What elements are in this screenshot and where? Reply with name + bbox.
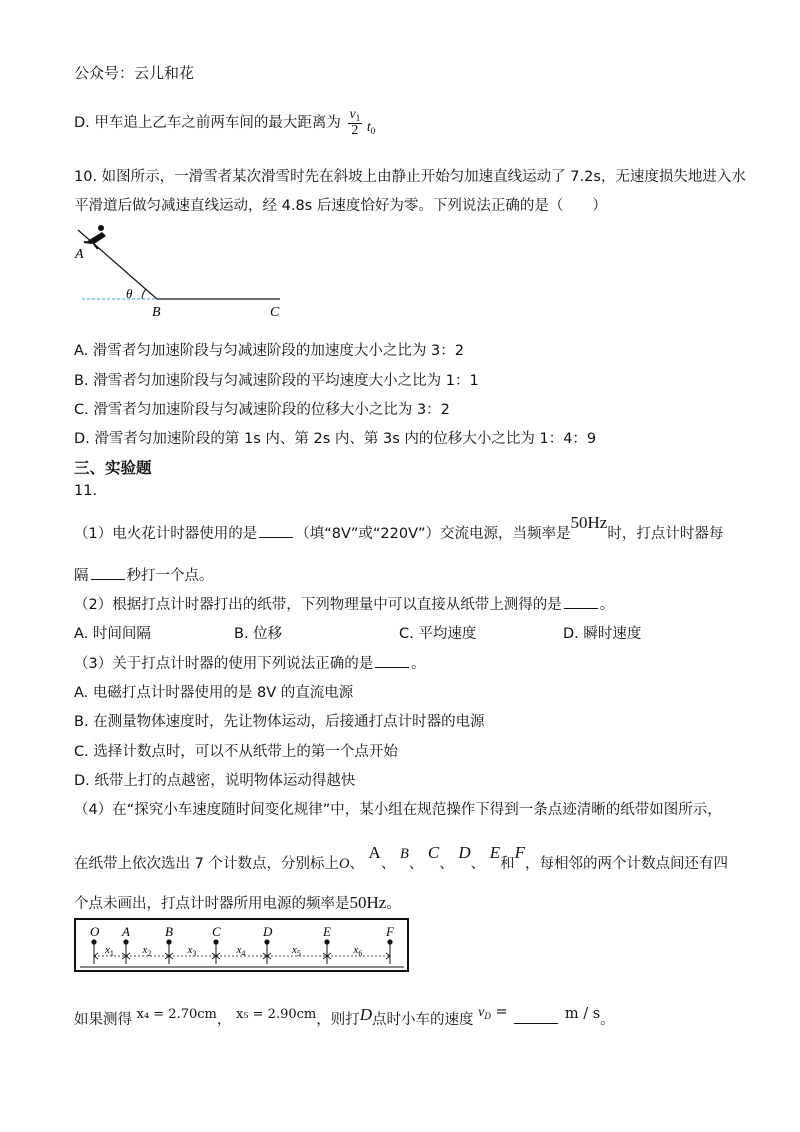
q10-option-b: B. 滑雪者匀加速阶段与匀减速阶段的平均速度大小之比为 1：1 <box>74 373 479 389</box>
point-e: E <box>489 843 501 862</box>
measure-text-b: ，则打 <box>316 1012 360 1028</box>
measure-text-a: 如果测得 <box>74 1012 132 1028</box>
q11-p2-text: （2）根据打点计时器打出的纸带，下列物理量中可以直接从纸带上测得的是 <box>74 597 562 613</box>
q11-part2-option-c: C. 平均速度 <box>399 626 477 642</box>
q11-p4-line3-b: 。 <box>386 896 401 912</box>
tape-label-b: B <box>165 924 173 939</box>
q11-p4-text-a: 在纸带上依次选出 7 个计数点，分别标上 <box>74 856 339 872</box>
q11-p2-end: 。 <box>599 597 615 613</box>
q10-slope-figure <box>72 222 302 322</box>
velocity-d: $v_D$ <box>478 1005 491 1021</box>
q11-p3-text: （3）关于打点计时器的使用下列说法正确的是 <box>74 656 374 672</box>
q11-part4-line1: （4）在“探究小车速度随时间变化规律”中，某小组在规范操作下得到一条点迹清晰的纸带如图所示， <box>74 802 722 818</box>
q9-option-d-text: D. 甲车追上乙车之前两车间的最大距离为 <box>74 115 341 131</box>
skier-icon <box>84 225 106 249</box>
segment-label-x5: $x_5$ <box>292 944 301 958</box>
point-f: F <box>514 843 526 862</box>
tape-label-d: D <box>263 924 273 939</box>
q11-part3 <box>74 652 426 673</box>
tape-label-e: E <box>323 924 331 939</box>
account-label: 公众号：云儿和花 <box>74 64 195 82</box>
label-a: A <box>75 247 84 262</box>
answer-blank <box>564 596 598 609</box>
q11-p4-freq: 50Hz <box>349 893 387 912</box>
q11-measure-line <box>74 996 615 1028</box>
q11-p1-c: 时，打点计时器每 <box>607 526 724 542</box>
frac-numerator-sub: 1 <box>355 113 361 123</box>
q11-p1-a: （1）电火花计时器使用的是 <box>74 526 258 542</box>
point-b: B <box>399 846 409 862</box>
q9-option-d <box>74 95 376 138</box>
q11-p3-end: 。 <box>411 656 426 672</box>
period: 。 <box>600 1012 615 1028</box>
q11-part4-line2 <box>74 838 729 872</box>
angle-arc <box>142 289 146 299</box>
measure-text-c: 点时小车的速度 <box>372 1012 474 1028</box>
q11-number: 11. <box>74 483 98 499</box>
q11-part3-option-a: A. 电磁打点计时器使用的是 8V 的直流电源 <box>74 685 354 701</box>
point-d: D <box>458 843 471 862</box>
measure-point-d: D <box>359 1005 373 1024</box>
q11-p1-d: 隔 <box>74 568 89 584</box>
equals-sign: = <box>495 1004 508 1020</box>
tape-label-o: O <box>90 924 100 939</box>
q11-part3-option-d: D. 纸带上打的点越密，说明物体运动得越快 <box>74 773 356 789</box>
label-c: C <box>270 305 280 320</box>
point-a: A <box>368 843 381 862</box>
label-b: B <box>152 305 161 320</box>
q11-p4-text-b: ，每相邻的两个计数点间还有四 <box>525 856 729 872</box>
q10-option-d: D. 滑雪者匀加速阶段的第 1s 内、第 2s 内、第 3s 内的位移大小之比为 1：4：9 <box>74 431 597 447</box>
q9-fraction <box>348 108 363 138</box>
and-word: 和 <box>500 856 515 872</box>
point-o: O <box>338 856 350 872</box>
sep: 、 <box>349 856 364 872</box>
q10-stem-line1: 10. 如图所示，一滑雪者某次滑雪时先在斜坡上由静止开始匀加速直线运动了 7.2s，无速度损失地进入水 <box>74 169 746 185</box>
q11-p1-b: （填“8V”或“220V”）交流电源，当频率是 <box>295 526 571 542</box>
q10-option-a: A. 滑雪者匀加速阶段与匀减速阶段的加速度大小之比为 3：2 <box>74 343 464 359</box>
comma: ， <box>216 1012 232 1028</box>
sep: 、 <box>439 856 454 872</box>
q9-tail: $t_0$ <box>366 120 376 136</box>
point-c: C <box>427 843 440 862</box>
section-title: 三、实验题 <box>74 459 152 477</box>
q11-part2-option-a: A. 时间间隔 <box>74 626 151 642</box>
frac-denominator: 2 <box>351 123 359 138</box>
q11-part1-line1 <box>74 508 724 542</box>
q11-part4-line3 <box>74 892 401 913</box>
q11-p1-e: 秒打一个点。 <box>126 568 214 584</box>
tape-label-a: A <box>122 924 130 939</box>
x5-value: x₅ = 2.90cm <box>235 1007 317 1022</box>
q11-part1-line2 <box>74 564 214 585</box>
answer-blank <box>514 1011 558 1024</box>
segment-label-x3: $x_3$ <box>187 944 197 958</box>
segment-label-x1: $x_1$ <box>105 944 114 958</box>
q11-p1-freq: 50Hz <box>570 513 608 532</box>
sep: 、 <box>408 856 424 872</box>
q10-option-c: C. 滑雪者匀加速阶段与匀减速阶段的位移大小之比为 3：2 <box>74 402 450 418</box>
label-theta: θ <box>126 286 133 301</box>
velocity-unit: m / s <box>564 1006 601 1022</box>
segment-label-x6: $x_6$ <box>353 944 363 958</box>
q11-p4-line3-a: 个点未画出，打点计时器所用电源的频率是 <box>74 896 350 912</box>
sep: 、 <box>380 856 396 872</box>
q11-part2-option-d: D. 瞬时速度 <box>563 626 642 642</box>
answer-blank <box>91 567 125 580</box>
answer-blank <box>375 655 409 668</box>
tape-label-f: F <box>386 924 394 939</box>
sep: 、 <box>470 856 486 872</box>
tape-label-c: C <box>212 924 221 939</box>
q11-part2-option-b: B. 位移 <box>234 626 283 642</box>
paper-tape-figure <box>74 918 410 974</box>
q10-stem-line2: 平滑道后做匀减速直线运动，经 4.8s 后速度恰好为零。下列说法正确的是（ ） <box>74 198 607 214</box>
answer-blank <box>259 525 293 538</box>
segment-label-x2: $x_2$ <box>142 944 152 958</box>
x4-value: x₄ = 2.70cm <box>136 1007 217 1022</box>
frac-numerator: v <box>349 107 356 122</box>
q11-part3-option-b: B. 在测量物体速度时，先让物体运动，后接通打点计时器的电源 <box>74 714 485 730</box>
segment-label-x4: $x_4$ <box>236 944 246 958</box>
q11-part2 <box>74 593 614 614</box>
q11-part3-option-c: C. 选择计数点时，可以不从纸带上的第一个点开始 <box>74 744 398 760</box>
